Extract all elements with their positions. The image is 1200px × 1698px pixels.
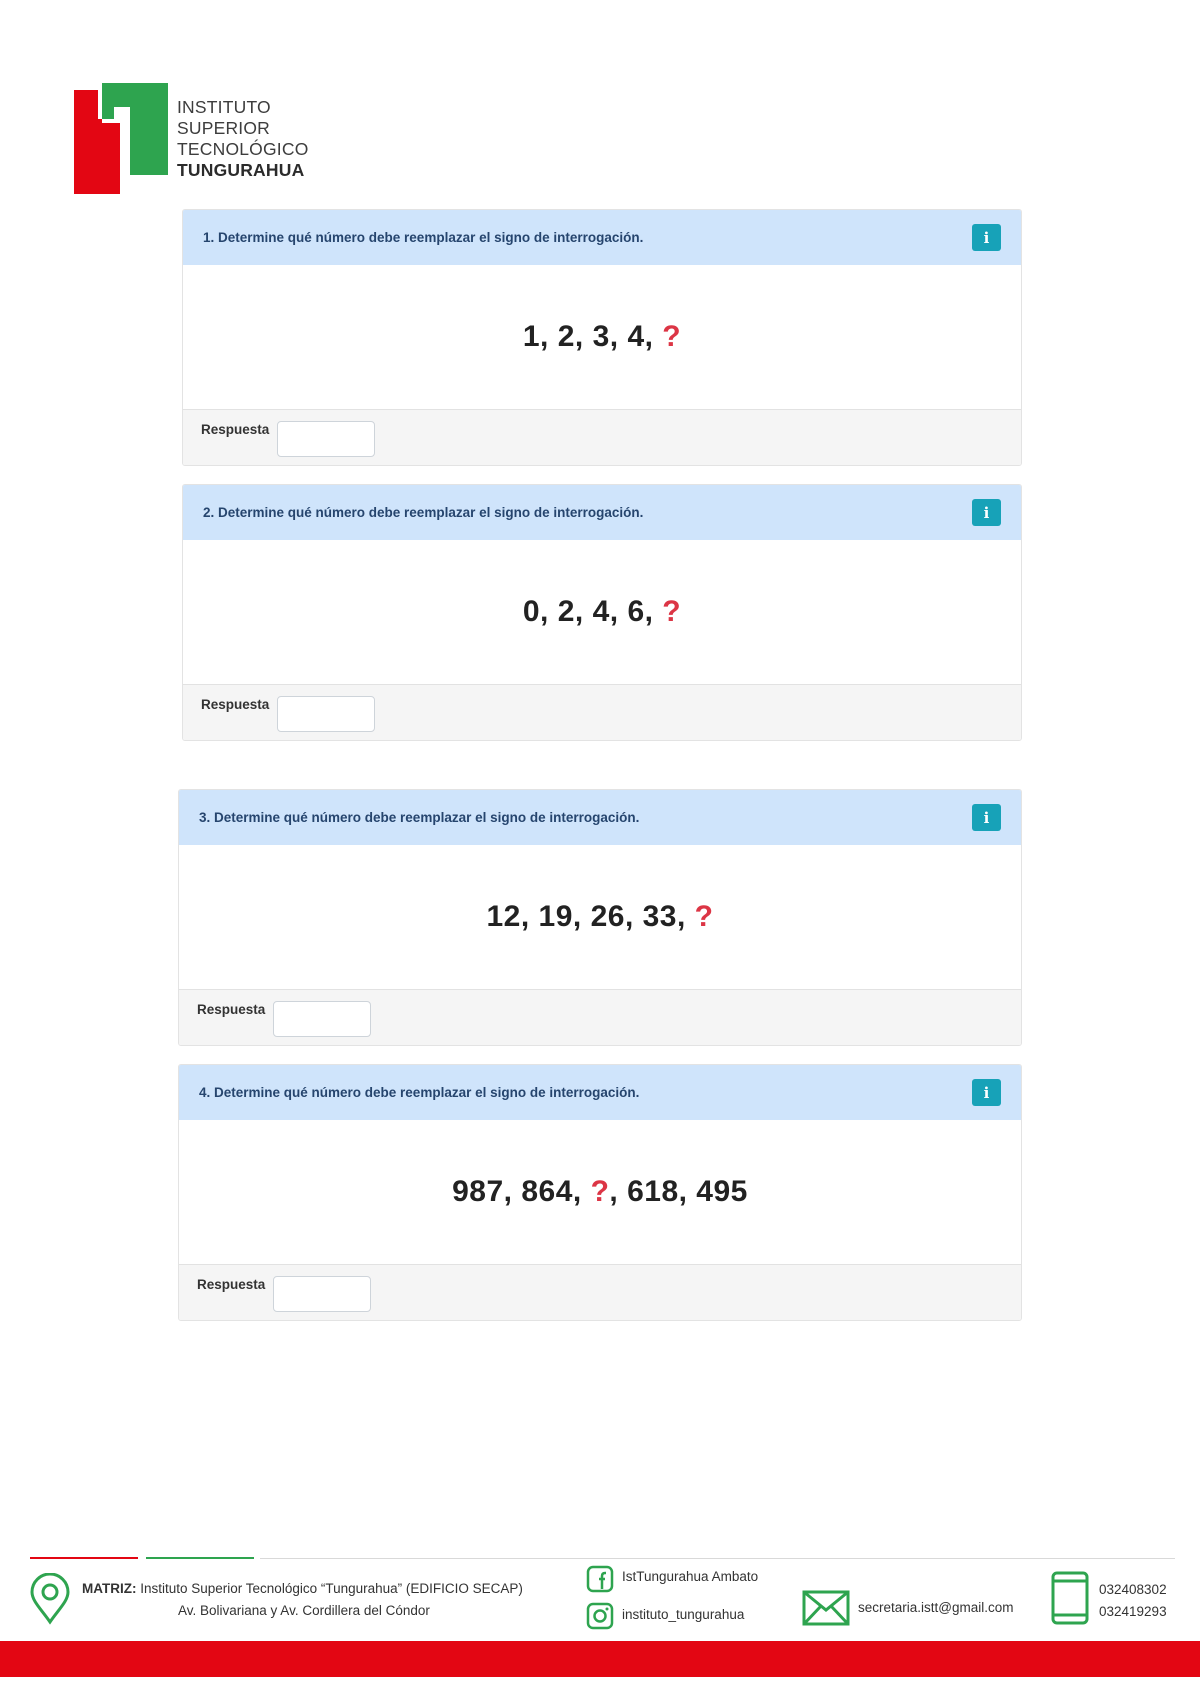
sequence-after: , 618, 495 [609,1175,748,1208]
question-header [179,1065,1021,1120]
question-mark: ? [590,1175,610,1208]
facebook-handle[interactable]: IstTungurahua Ambato [622,1569,759,1584]
logo-t-mark [74,83,170,195]
answer-row [179,1264,1021,1321]
question-mark: ? [662,320,682,353]
phone-number-1[interactable]: 032408302 [1099,1582,1167,1597]
answer-row [183,684,1021,741]
email-icon [802,1590,850,1626]
answer-label: Respuesta [197,1002,266,1017]
phone-number-2[interactable]: 032419293 [1099,1604,1167,1619]
question-text: 2. Determine qué número debe reemplazar el signo de interrogación. [203,505,644,520]
footer-red-bar [0,1641,1200,1677]
instagram-handle[interactable]: instituto_tungurahua [622,1607,745,1622]
sequence-before: 12, 19, 26, 33, [486,900,695,933]
footer-address-line2: Av. Bolivariana y Av. Cordillera del Cóndor [178,1603,430,1618]
logo-line-tecnologico: TECNOLÓGICO [177,139,309,159]
email-address[interactable]: secretaria.istt@gmail.com [858,1600,1014,1615]
info-icon[interactable]: i [972,224,1001,251]
sequence [183,540,1021,684]
sequence [183,265,1021,409]
answer-label: Respuesta [201,422,270,437]
answer-label: Respuesta [201,697,270,712]
question-header [183,210,1021,265]
answer-row [179,989,1021,1046]
sequence-before: 0, 2, 4, 6, [522,595,663,628]
question-text: 3. Determine qué número debe reemplazar el signo de interrogación. [199,810,640,825]
question-card-3 [178,789,1022,1046]
footer-divider-red [30,1557,138,1559]
question-text: 4. Determine qué número debe reemplazar el signo de interrogación. [199,1085,640,1100]
info-icon[interactable]: i [972,804,1001,831]
question-header [183,485,1021,540]
footer-divider-green [146,1557,254,1559]
answer-label: Respuesta [197,1277,266,1292]
answer-input[interactable] [273,1276,371,1312]
sequence [179,1120,1021,1264]
logo-line-tungurahua: TUNGURAHUA [177,160,305,180]
sequence [179,845,1021,989]
question-card-4 [178,1064,1022,1321]
phone-icon [1050,1570,1090,1626]
footer-address-prefix: MATRIZ: [82,1581,137,1596]
sequence-before: 1, 2, 3, 4, [522,320,663,353]
info-icon[interactable]: i [972,499,1001,526]
info-icon[interactable]: i [972,1079,1001,1106]
logo-line-instituto: INSTITUTO [177,97,271,117]
answer-input[interactable] [273,1001,371,1037]
question-mark: ? [694,900,714,933]
question-text: 1. Determine qué número debe reemplazar el signo de interrogación. [203,230,644,245]
sequence-before: 987, 864, [452,1175,591,1208]
question-card-1 [182,209,1022,466]
institute-logo [74,83,324,198]
logo-line-superior: SUPERIOR [177,118,271,138]
question-header [179,790,1021,845]
footer-address-text: Instituto Superior Tecnológico “Tungurahua” (EDIFICIO SECAP) [136,1581,523,1596]
answer-row [183,409,1021,466]
footer-divider-gray [260,1558,1175,1559]
instagram-icon[interactable] [586,1602,614,1630]
question-card-2 [182,484,1022,741]
answer-input[interactable] [277,696,375,732]
question-mark: ? [662,595,682,628]
answer-input[interactable] [277,421,375,457]
location-pin-icon [29,1573,71,1625]
footer-address-line1 [82,1581,523,1596]
facebook-icon[interactable] [586,1565,614,1593]
